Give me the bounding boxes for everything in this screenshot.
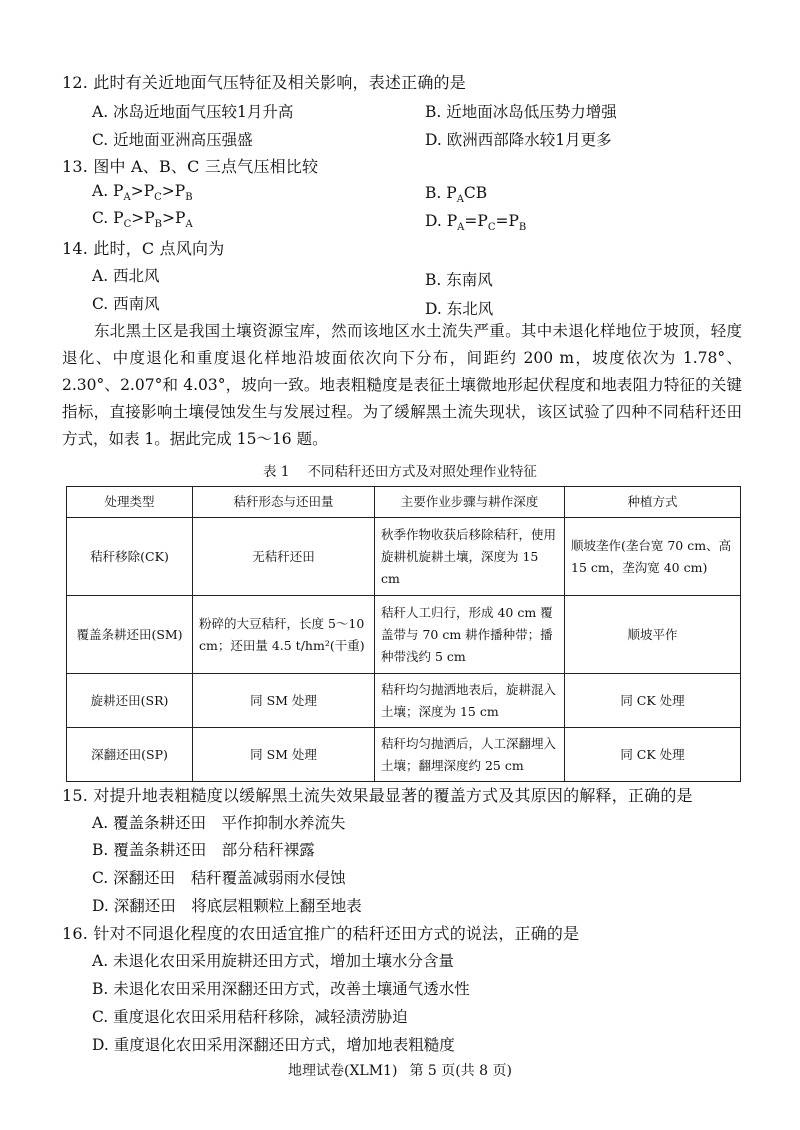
- q16-option-a: A. 未退化农田采用旋耕还田方式，增加土壤水分含量: [92, 952, 455, 970]
- table-cell: 同 SM 处理: [193, 728, 375, 782]
- table-cell: 秸秆人工归行，形成 40 cm 覆盖带与 70 cm 耕作播种带；播种带浅约 5 cm: [375, 596, 565, 674]
- q14-option-b: B. 东南风: [425, 271, 493, 289]
- table-cell: 秸秆移除(CK): [67, 518, 193, 596]
- table-header-row: [67, 487, 741, 518]
- table-cell: 无秸秆还田: [193, 518, 375, 596]
- table-cell: 旋耕还田(SR): [67, 674, 193, 728]
- table-header-cell: 主要作业步骤与耕作深度: [375, 487, 565, 518]
- q12-option-a: A. 冰岛近地面气压较1月升高: [92, 103, 294, 121]
- q13-option-d: D. $P_A=P_C=P_B$: [425, 212, 527, 234]
- table-cell: 秸秆均匀抛洒后，人工深翻埋入土壤；翻埋深度约 25 cm: [375, 728, 565, 782]
- reading-passage: 东北黑土区是我国土壤资源宝库，然而该地区水土流失严重。其中未退化样地位于坡顶，轻度退化、中度退化和重度退化样地沿坡面依次向下分布，间距约 200 m，坡度依次为 1.78°、2.30°、2.07°和 4.03°，坡向一致。地表粗糙度是表征土壤微地形起伏程度和地表阻力特征的关键指标，直接影响土壤侵蚀发生与发展过程。为了缓解黑土流失现状，该区试验了四种不同秸秆还田方式，如表 1。据此完成 15～16 题。: [62, 322, 742, 448]
- table-cell: 覆盖条耕还田(SM): [67, 596, 193, 674]
- q16-option-b: B. 未退化农田采用深翻还田方式，改善土壤通气透水性: [92, 980, 470, 998]
- q15-option-b: B. 覆盖条耕还田 部分秸秆裸露: [92, 841, 315, 859]
- table-header-cell: 秸秆形态与还田量: [193, 487, 375, 518]
- q15-option-d: D. 深翻还田 将底层粗颗粒上翻至地表: [92, 897, 362, 915]
- treatment-table: [66, 486, 741, 782]
- q16-option-d: D. 重度退化农田采用深翻还田方式，增加地表粗糙度: [92, 1036, 455, 1054]
- table-row: [67, 518, 741, 596]
- q15-option-a: A. 覆盖条耕还田 平作抑制水养流失: [92, 814, 346, 832]
- table-cell: 同 CK 处理: [565, 674, 741, 728]
- table-caption-text: 不同秸秆还田方式及对照处理作业特征: [307, 464, 537, 480]
- table-cell: 秋季作物收获后移除秸秆，使用旋耕机旋耕土壤，深度为 15 cm: [375, 518, 565, 596]
- table-row: [67, 728, 741, 782]
- question-15-stem: 15. 对提升地表粗糙度以缓解黑土流失效果最显著的覆盖方式及其原因的解释，正确的是: [62, 786, 693, 805]
- q13-option-b: B. $P_ACB$: [425, 184, 488, 206]
- table-cell: 顺坡平作: [565, 596, 741, 674]
- q14-option-a: A. 西北风: [92, 267, 160, 285]
- q16-option-c: C. 重度退化农田采用秸秆移除，减轻渍涝胁迫: [92, 1008, 408, 1026]
- q13-option-c: C. $P_C>P_B>P_A$: [92, 209, 193, 231]
- q12-option-d: D. 欧洲西部降水较1月更多: [425, 131, 612, 149]
- table-cell: 秸秆均匀抛洒地表后，旋耕混入土壤；深度为 15 cm: [375, 674, 565, 728]
- table-cell: 深翻还田(SP): [67, 728, 193, 782]
- q12-option-b: B. 近地面冰岛低压势力增强: [425, 103, 617, 121]
- question-13-stem: 13. 图中 A、B、C 三点气压相比较: [62, 157, 319, 176]
- table-cell: 同 SM 处理: [193, 674, 375, 728]
- question-14-stem: 14. 此时，C 点风向为: [62, 239, 225, 258]
- q13-option-a: A. $P_A>P_C>P_B$: [92, 182, 193, 204]
- footer-page-number: 第 5 页(共 8 页): [409, 1063, 512, 1079]
- table-cell: 粉碎的大豆秸秆，长度 5～10 cm；还田量 4.5 t/hm²(干重): [193, 596, 375, 674]
- page-footer: [0, 1060, 800, 1080]
- footer-subject: 地理试卷(XLM1): [288, 1063, 398, 1079]
- question-12-stem: 12. 此时有关近地面气压特征及相关影响，表述正确的是: [62, 73, 466, 92]
- table-caption: [0, 460, 800, 480]
- table-row: [67, 596, 741, 674]
- table-cell: 同 CK 处理: [565, 728, 741, 782]
- q15-option-c: C. 深翻还田 秸秆覆盖减弱雨水侵蚀: [92, 869, 346, 887]
- q12-option-c: C. 近地面亚洲高压强盛: [92, 131, 253, 149]
- table-row: [67, 674, 741, 728]
- table-caption-number: 表 1: [263, 464, 290, 480]
- q14-option-c: C. 西南风: [92, 295, 160, 313]
- q14-option-d: D. 东北风: [425, 300, 494, 318]
- table-header-cell: 处理类型: [67, 487, 193, 518]
- table-header-cell: 种植方式: [565, 487, 741, 518]
- table-cell: 顺坡垄作(垄台宽 70 cm、高 15 cm，垄沟宽 40 cm): [565, 518, 741, 596]
- question-16-stem: 16. 针对不同退化程度的农田适宜推广的秸秆还田方式的说法，正确的是: [62, 924, 580, 943]
